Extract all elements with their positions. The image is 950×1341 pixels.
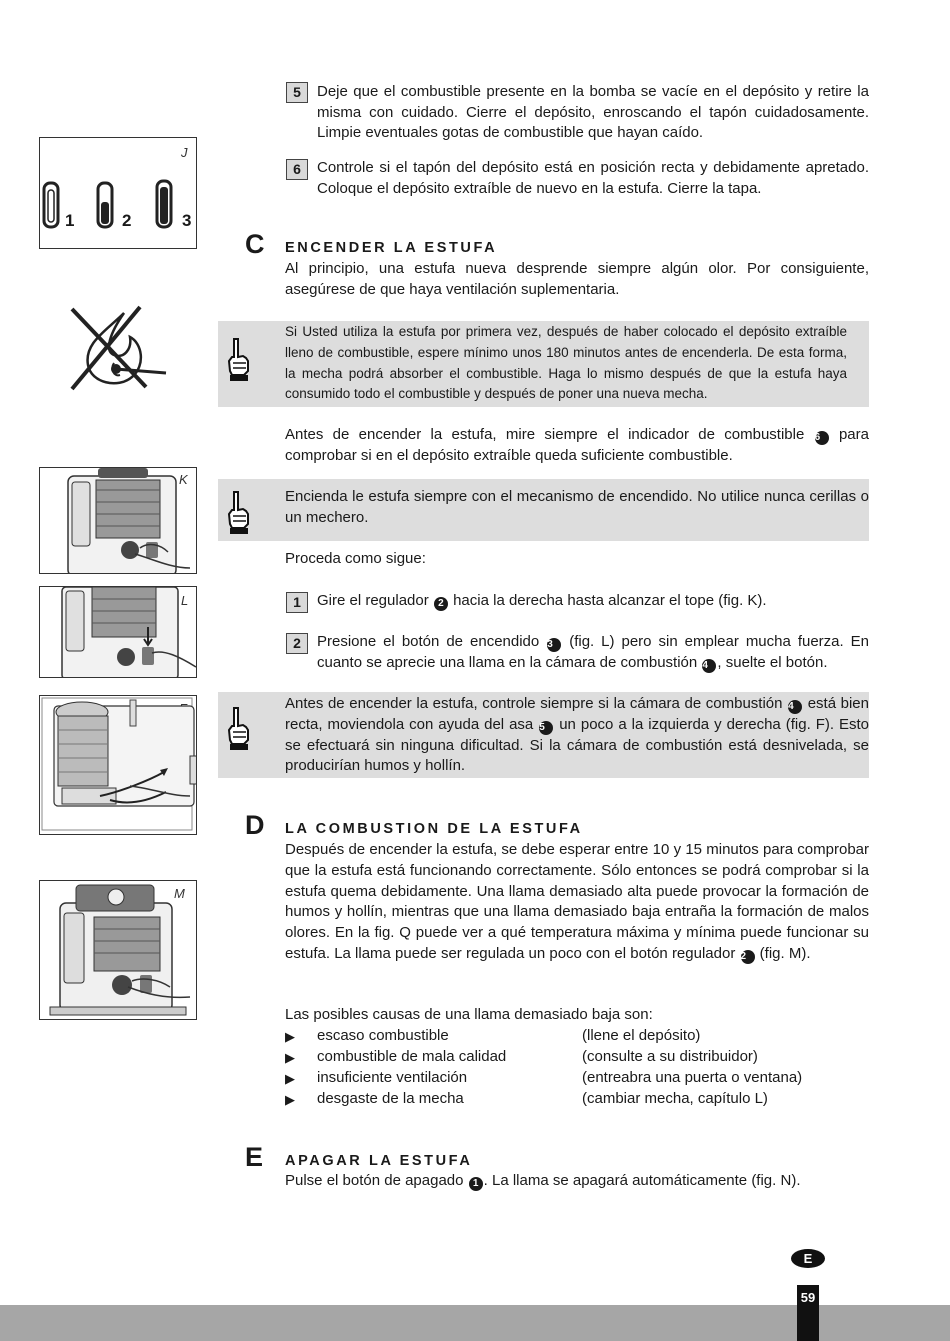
step-number-2: 2	[286, 633, 308, 654]
bullet-arrow-icon: ▶	[285, 1071, 295, 1086]
step-number-1: 1	[286, 592, 308, 613]
step-1-text-a: Gire el regulador	[317, 592, 429, 609]
cause-text: escaso combustible	[317, 1027, 449, 1044]
figure-f	[39, 695, 197, 835]
step-2-text	[317, 632, 869, 673]
pointing-hand-icon	[224, 337, 252, 381]
step-1-text-b: hacia la derecha hasta alcanzar el tope (fig. K).	[453, 592, 767, 609]
part-number-badge: 2	[741, 950, 755, 964]
section-e-paragraph	[285, 1171, 869, 1192]
step-2-text-b: (fig. L) pero sin emplear mucha fuerza. En cuanto se aprecie una llama en la cámara de combustión	[317, 633, 869, 671]
section-c-title: ENCENDER LA ESTUFA	[285, 240, 498, 256]
list-item	[285, 1068, 885, 1089]
bullet-arrow-icon: ▶	[285, 1029, 295, 1044]
figure-j	[39, 137, 197, 249]
list-item	[285, 1089, 885, 1110]
remedy-text: (consulte a su distribuidor)	[582, 1048, 758, 1065]
section-c-intro: Al principio, una estufa nueva desprende siempre algún olor. Por consiguiente, asegúrese de que haya ventilación suplementaria.	[285, 260, 869, 298]
remedy-text: (entreabra una puerta o ventana)	[582, 1069, 803, 1086]
part-number-badge: 4	[702, 659, 716, 673]
figure-m	[39, 880, 197, 1020]
figure-j-label: J	[181, 145, 188, 160]
section-e-text-a: Pulse el botón de apagado	[285, 1172, 464, 1189]
note-chamber-text	[285, 694, 869, 777]
section-e-text-b: . La llama se apagará automáticamente (fig. N).	[483, 1172, 801, 1189]
note-chamber-text-c: un poco a la izquierda y derecha (fig. F). Esto se efectuará sin ninguna dificultad. Si la cámara de combustión está desnivelada, se producirían humos y hollín.	[285, 715, 869, 775]
bullet-arrow-icon: ▶	[285, 1092, 295, 1107]
cause-text: desgaste de la mecha	[317, 1090, 464, 1107]
note-chamber-text-b: está bien recta, moviendola con ayuda del asa	[285, 695, 869, 733]
proceed-text: Proceda como sigue:	[285, 550, 426, 567]
section-d-letter: D	[245, 810, 265, 840]
remedy-text: (cambiar mecha, capítulo L)	[582, 1090, 768, 1107]
fuel-indicator-paragraph	[285, 425, 869, 466]
section-d-title: LA COMBUSTION DE LA ESTUFA	[285, 821, 583, 837]
note-ignition-text: Encienda le estufa siempre con el mecanismo de encendido. No utilice nunca cerillas o un mechero.	[285, 488, 869, 526]
gauge-number-1: 1	[65, 211, 75, 230]
step-6-text: Controle si el tapón del depósito está en posición recta y debidamente apretado. Coloque el depósito extraíble de nuevo en la estufa. Cierre la tapa.	[317, 159, 869, 197]
heater-ignition-illustration	[40, 587, 196, 677]
part-number-badge: 2	[434, 597, 448, 611]
cause-text: combustible de mala calidad	[317, 1048, 507, 1065]
pointing-hand-icon	[224, 706, 252, 750]
part-number-badge: 1	[469, 1177, 483, 1191]
section-c-letter: C	[245, 229, 265, 259]
part-number-badge: 5	[539, 721, 553, 735]
heater-regulator-illustration	[40, 881, 196, 1019]
causes-intro: Las posibles causas de una llama demasiado baja son:	[285, 1006, 653, 1023]
fuel-indicator-text-2: para comprobar si en el depósito extraíble queda suficiente combustible.	[285, 426, 869, 464]
figure-l-label: L	[181, 593, 189, 608]
step-2-text-c: , suelte el botón.	[717, 653, 828, 671]
page-number-text: 59	[800, 1290, 816, 1305]
section-e-title: APAGAR LA ESTUFA	[285, 1153, 473, 1169]
pointing-hand-icon	[224, 490, 252, 534]
page-number	[797, 1285, 819, 1341]
note-first-use-text: Si Usted utiliza la estufa por primera vez, después de haber colocado el depósito extraíble lleno de combustible, espere mínimo unos 180 minutos antes de encenderla. De esta forma, la mecha podrá absorber el combustible. Haga lo mismo después de que la estufa haya consumido todo el combustible y después de poner una nueva mecha.	[285, 324, 847, 402]
section-d-paragraph	[285, 840, 869, 965]
step-1-text	[317, 591, 869, 612]
bullet-arrow-icon: ▶	[285, 1050, 295, 1065]
part-number-badge: 4	[788, 700, 802, 714]
cause-text: insuficiente ventilación	[317, 1069, 468, 1086]
figure-m-label: M	[174, 886, 185, 901]
combustion-chamber-illustration	[40, 696, 196, 834]
fuel-gauge-illustration	[40, 138, 196, 248]
part-number-badge: 3	[547, 638, 561, 652]
section-d-text-a: Después de encender la estufa, se debe esperar entre 10 y 15 minutos para comprobar que la estufa está funcionando correctamente. Sólo entonces se podrá comprobar si la estufa quema debidamente. Una llama demasiado alta puede provocar la formación de humos y hollín, mientras que una llama demasiado baja entraña la formación de malos olores. En la fig. Q puede ver a qué temperatura máxima y mínima puede funcionar su estufa. La llama puede ser regulada un poco con el botón regulador	[285, 841, 869, 962]
step-number-6: 6	[286, 159, 308, 180]
list-item	[285, 1026, 885, 1047]
section-d-text-b: (fig. M).	[759, 944, 811, 962]
figure-l	[39, 586, 197, 678]
gauge-number-2: 2	[122, 211, 132, 230]
list-item	[285, 1047, 885, 1068]
step-5-text: Deje que el combustible presente en la bomba se vacíe en el depósito y retire la misma con cuidado. Cierre el depósito, enroscando el tapón cuidadosamente. Limpie eventuales gotas de combustible que hayan caído.	[317, 83, 869, 141]
part-number-badge: 6	[815, 431, 829, 445]
figure-k-label: K	[179, 472, 188, 487]
note-chamber-text-a: Antes de encender la estufa, controle siempre si la cámara de combustión	[285, 695, 783, 712]
fuel-indicator-text-1: Antes de encender la estufa, mire siempre el indicador de combustible	[285, 426, 805, 443]
step-number-5: 5	[286, 82, 308, 103]
section-e-letter: E	[245, 1142, 264, 1172]
figure-k	[39, 467, 197, 574]
language-badge: E	[791, 1249, 825, 1268]
gauge-number-3: 3	[182, 211, 192, 230]
step-2-text-a: Presione el botón de encendido	[317, 633, 540, 650]
no-matches-icon	[66, 303, 170, 395]
remedy-text: (llene el depósito)	[582, 1027, 701, 1044]
heater-knob-illustration	[40, 468, 196, 573]
